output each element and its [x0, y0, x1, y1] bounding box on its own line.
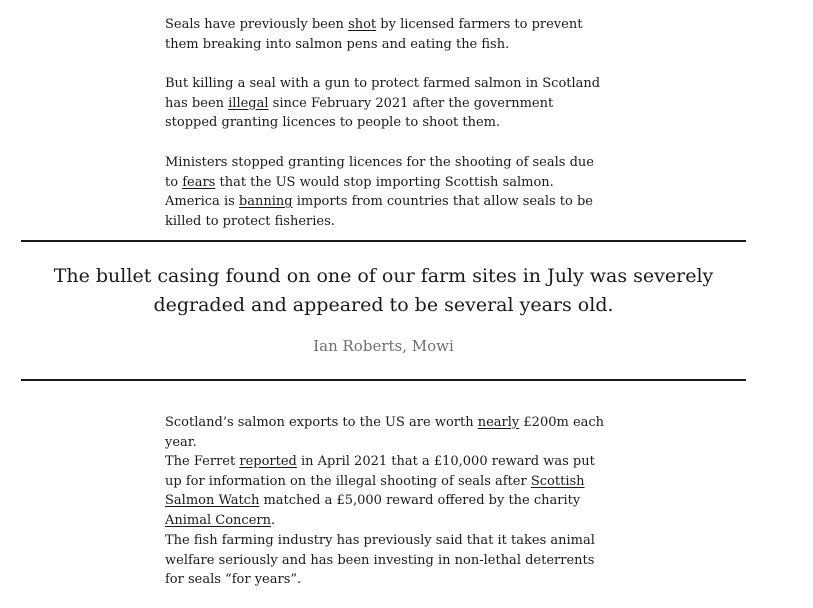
paragraph-text: matched a £5,000 reward offered by the charity [259, 493, 581, 509]
paragraph-exports [165, 413, 605, 452]
paragraph-text: But killing a seal with a gun to protect farmed salmon in Scotland has been [165, 76, 601, 111]
paragraph-seals-shot [165, 15, 605, 54]
paragraph-text: Scotland’s salmon exports to the US are worth [165, 415, 478, 430]
paragraph-text: . [271, 512, 276, 528]
article-body-p2 [165, 74, 605, 133]
paragraph-text: since February 2021 after the government stopped granting licences to people to shoot them. [165, 95, 554, 131]
article-body-top [165, 15, 605, 54]
link-nearly[interactable]: nearly [477, 415, 520, 430]
paragraph-text: £200m each year. [165, 415, 605, 450]
link-scottish-salmon-watch[interactable]: Scottish Salmon Watch [165, 473, 585, 509]
link-reported[interactable]: reported [239, 454, 297, 469]
article-body-p5 [165, 452, 605, 530]
pullquote-bottom-rule [21, 379, 746, 381]
paragraph-illegal [165, 74, 605, 133]
link-illegal[interactable]: illegal [228, 95, 269, 111]
link-animal-concern[interactable]: Animal Concern [165, 512, 271, 528]
paragraph-text: in April 2021 that a £10,000 reward was put up for information on the illegal shooting of seals after [165, 454, 595, 489]
link-fears[interactable]: fears [182, 174, 216, 190]
link-banning[interactable]: banning [238, 194, 293, 210]
paragraph-industry: The fish farming industry has previously said that it takes animal welfare seriously and has been investing in non-lethal deterrents for seals “for years”. [165, 533, 595, 588]
paragraph-text: Ministers stopped granting licences for the shooting of seals due to [165, 155, 594, 190]
paragraph-ferret [165, 452, 605, 530]
paragraph-text: Seals have previously been [165, 17, 349, 32]
link-shot[interactable]: shot [348, 17, 377, 32]
article-body-p3 [165, 153, 605, 231]
paragraph-text: that the US would stop importing Scottish salmon. America is [165, 174, 554, 210]
pullquote-top-rule [21, 240, 746, 242]
paragraph-text: by licensed farmers to prevent them breaking into salmon pens and eating the fish. [165, 17, 583, 52]
pullquote-attribution: Ian Roberts, Mowi [313, 337, 454, 355]
article-body-p6 [165, 531, 605, 590]
article-body-p4 [165, 413, 605, 452]
paragraph-text: The Ferret [165, 454, 240, 469]
pullquote-text: The bullet casing found on one of our farm sites in July was severely degraded and appeared to be several years old. [53, 265, 714, 316]
paragraph-text: imports from countries that allow seals to be killed to protect fisheries. [165, 194, 593, 229]
paragraph-ministers [165, 153, 605, 231]
